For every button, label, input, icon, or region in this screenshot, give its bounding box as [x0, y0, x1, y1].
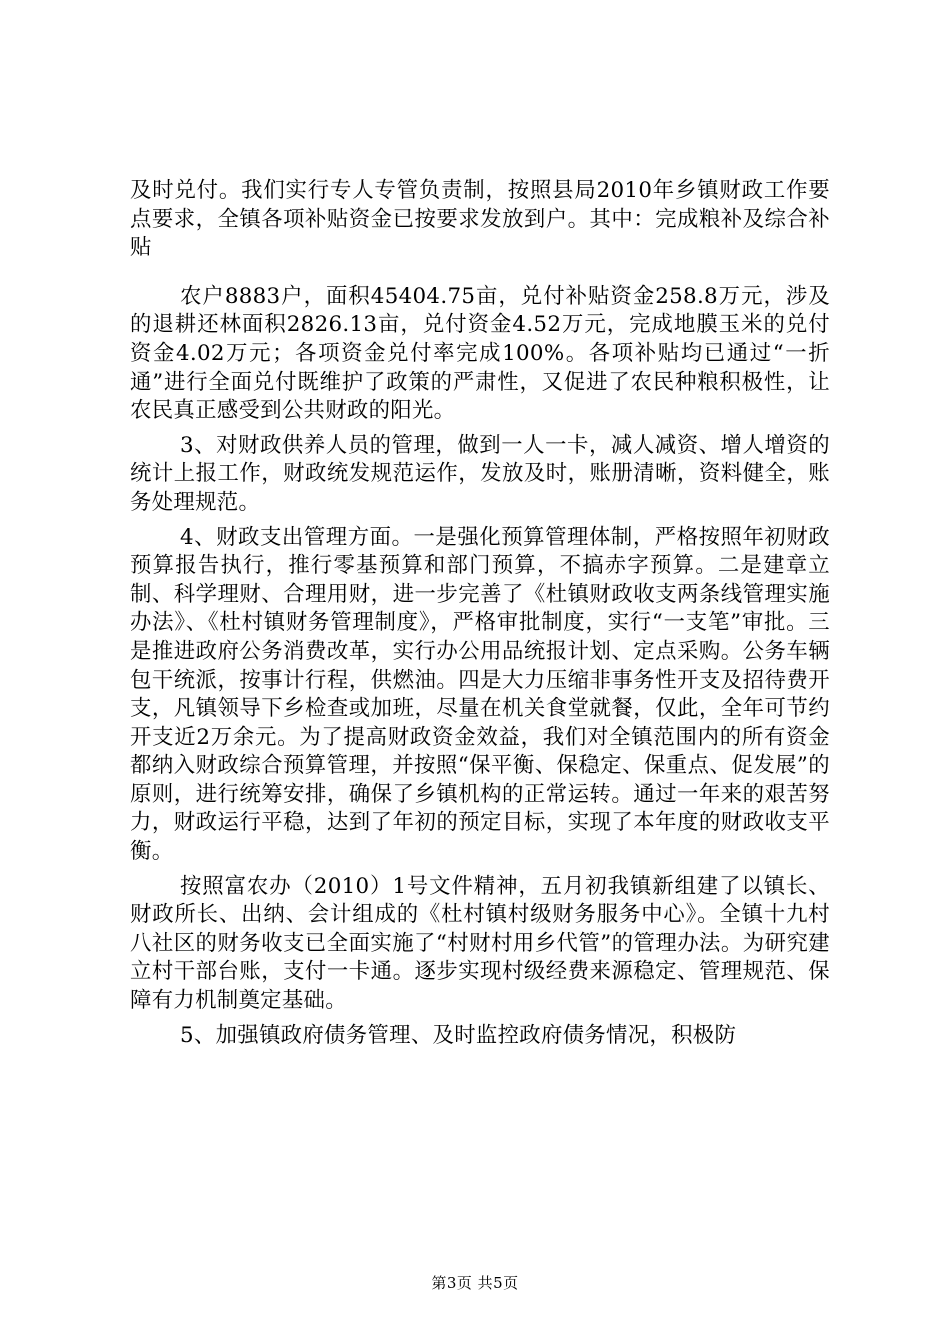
paragraph-6: 5、加强镇政府债务管理、及时监控政府债务情况，积极防 — [180, 1022, 737, 1048]
paragraph-3: 3、对财政供养人员的管理，做到一人一卡，减人减资、增人增资的统计上报工作，财政统发规范运作，发放及时，账册清晰，资料健全，账务处理规范。 — [130, 432, 830, 515]
paragraph-1: 及时兑付。我们实行专人专管负责制，按照县局2010年乡镇财政工作要点要求，全镇各项补贴资金已按要求发放到户。其中：完成粮补及综合补贴 — [130, 178, 830, 261]
page-footer: 第3页 共5页 — [431, 1274, 519, 1292]
paragraph-5: 按照富农办（2010）1号文件精神，五月初我镇新组建了以镇长、财政所长、出纳、会计组成的《杜村镇村级财务服务中心》。全镇十九村八社区的财务收支已全面实施了“村财村用乡代管”的管理办法。为研究建立村干部台账，支付一卡通。逐步实现村级经费来源稳定、管理规范、保障有力机制奠定基础。 — [130, 873, 830, 1014]
paragraph-4: 4、财政支出管理方面。一是强化预算管理体制，严格按照年初财政预算报告执行，推行零基预算和部门预算，不搞赤字预算。二是建章立制、科学理财、合理用财，进一步完善了《杜镇财政收支两条线管理实施办法》、《杜村镇财务管理制度》，严格审批制度，实行“一支笔”审批。三是推进政府公务消费改革，实行办公用品统报计划、定点采购。公务车辆包干统派，按事计行程，供燃油。四是大力压缩非事务性开支及招待费开支，凡镇领导下乡检查或加班，尽量在机关食堂就餐，仅此，全年可节约开支近2万余元。为了提高财政资金效益，我们对全镇范围内的所有资金都纳入财政综合预算管理，并按照“保平衡、保稳定、保重点、促发展”的原则，进行统筹安排，确保了乡镇机构的正常运转。通过一年来的艰苦努力，财政运行平稳，达到了年初的预定目标，实现了本年度的财政收支平衡。 — [130, 524, 830, 865]
paragraph-2: 农户8883户，面积45404.75亩，兑付补贴资金258.8万元，涉及的退耕还林面积2826.13亩，兑付资金4.52万元，完成地膜玉米的兑付资金4.02万元；各项资金兑付率完成100%。各项补贴均已通过“一折通”进行全面兑付既维护了政策的严肃性，又促进了农民种粮积极性，让农民真正感受到公共财政的阳光。 — [130, 283, 830, 424]
document-body — [130, 177, 830, 1050]
